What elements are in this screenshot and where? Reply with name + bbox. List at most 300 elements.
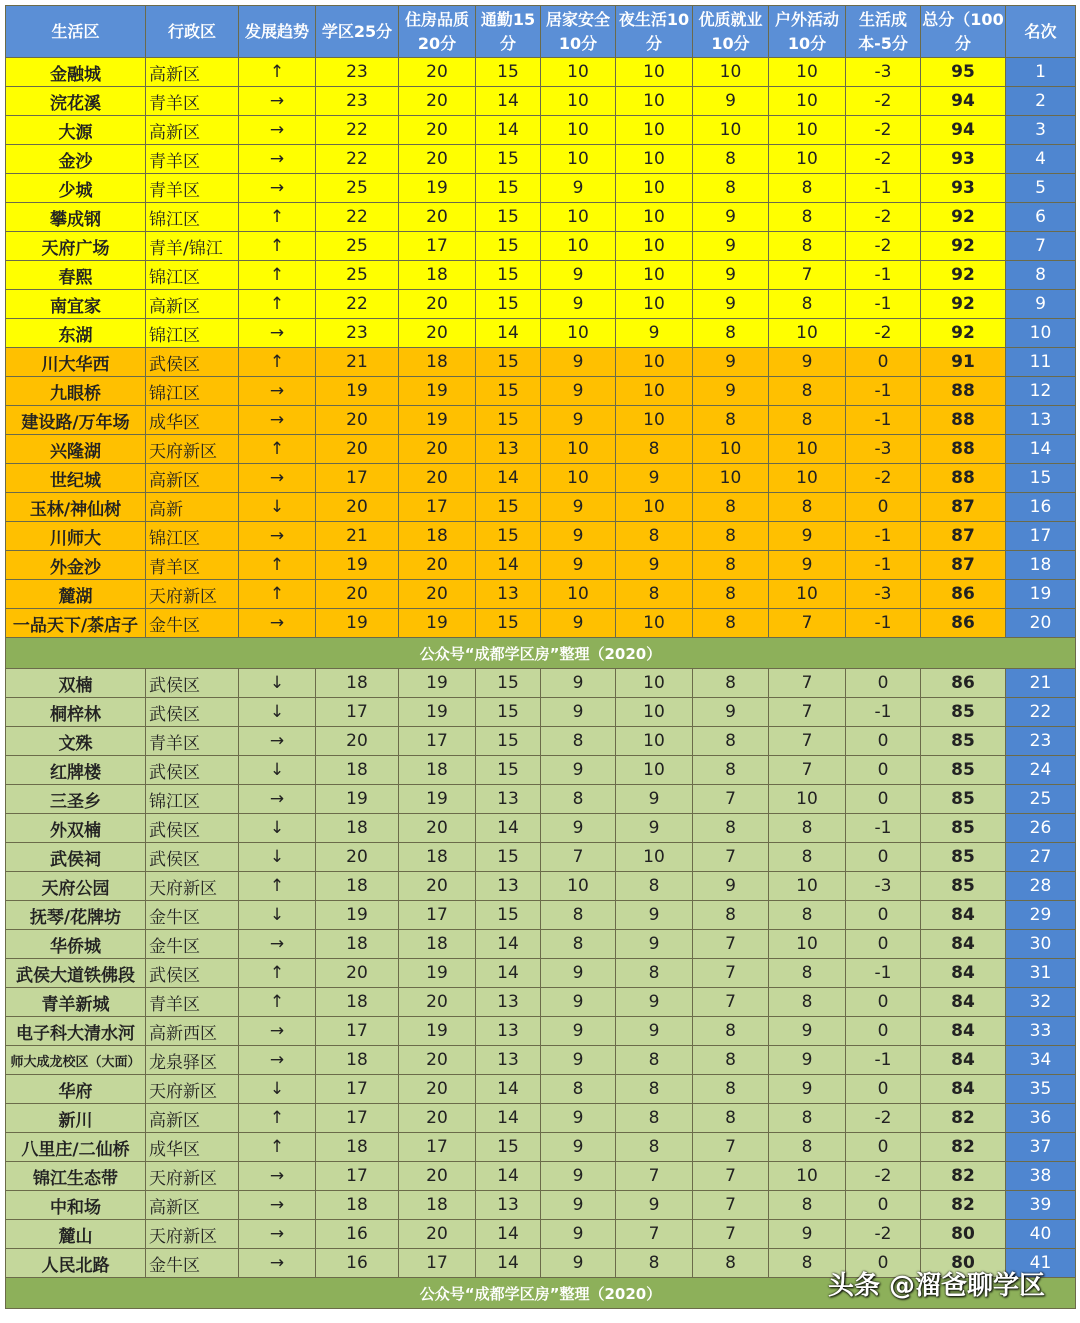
cell-jobs: 9 <box>693 290 769 319</box>
cell-school: 20 <box>316 406 399 435</box>
cell-safety: 8 <box>541 930 616 959</box>
cell-jobs: 8 <box>693 406 769 435</box>
cell-dist: 青羊/锦江 <box>146 232 239 261</box>
cell-cost: 0 <box>846 785 921 814</box>
table-row <box>6 493 1076 522</box>
cell-dist: 锦江区 <box>146 377 239 406</box>
cell-rank: 1 <box>1006 58 1076 87</box>
cell-housing: 17 <box>399 1249 476 1278</box>
cell-rank: 6 <box>1006 203 1076 232</box>
cell-commute: 14 <box>476 1104 541 1133</box>
cell-name: 双楠 <box>6 669 146 698</box>
cell-cost: 0 <box>846 727 921 756</box>
cell-cost: 0 <box>846 669 921 698</box>
cell-jobs: 8 <box>693 319 769 348</box>
cell-housing: 19 <box>399 669 476 698</box>
cell-cost: -3 <box>846 435 921 464</box>
cell-nightlife: 8 <box>616 872 693 901</box>
cell-trend: → <box>239 1191 316 1220</box>
cell-nightlife: 10 <box>616 58 693 87</box>
cell-jobs: 7 <box>693 1220 769 1249</box>
cell-safety: 10 <box>541 435 616 464</box>
cell-nightlife: 10 <box>616 609 693 638</box>
cell-jobs: 9 <box>693 232 769 261</box>
cell-nightlife: 10 <box>616 145 693 174</box>
cell-school: 18 <box>316 988 399 1017</box>
cell-trend: → <box>239 1017 316 1046</box>
cell-trend: ↓ <box>239 1075 316 1104</box>
cell-dist: 天府新区 <box>146 435 239 464</box>
cell-name: 抚琴/花牌坊 <box>6 901 146 930</box>
cell-safety: 9 <box>541 551 616 580</box>
cell-safety: 10 <box>541 872 616 901</box>
cell-dist: 武侯区 <box>146 959 239 988</box>
cell-commute: 15 <box>476 901 541 930</box>
cell-jobs: 9 <box>693 348 769 377</box>
cell-school: 18 <box>316 1191 399 1220</box>
cell-trend: ↑ <box>239 203 316 232</box>
cell-dist: 青羊区 <box>146 87 239 116</box>
cell-commute: 14 <box>476 814 541 843</box>
cell-outdoor: 8 <box>769 814 846 843</box>
cell-total: 80 <box>921 1249 1006 1278</box>
cell-trend: ↑ <box>239 959 316 988</box>
cell-housing: 18 <box>399 348 476 377</box>
cell-safety: 9 <box>541 493 616 522</box>
cell-housing: 19 <box>399 959 476 988</box>
table-row <box>6 348 1076 377</box>
cell-safety: 9 <box>541 756 616 785</box>
cell-nightlife: 10 <box>616 174 693 203</box>
cell-name: 人民北路 <box>6 1249 146 1278</box>
cell-rank: 27 <box>1006 843 1076 872</box>
cell-total: 84 <box>921 1075 1006 1104</box>
cell-rank: 29 <box>1006 901 1076 930</box>
cell-safety: 8 <box>541 785 616 814</box>
cell-safety: 10 <box>541 58 616 87</box>
cell-dist: 金牛区 <box>146 930 239 959</box>
cell-outdoor: 9 <box>769 551 846 580</box>
cell-safety: 9 <box>541 609 616 638</box>
cell-safety: 9 <box>541 1133 616 1162</box>
cell-name: 青羊新城 <box>6 988 146 1017</box>
cell-cost: -3 <box>846 58 921 87</box>
cell-jobs: 9 <box>693 698 769 727</box>
cell-jobs: 8 <box>693 1046 769 1075</box>
cell-nightlife: 8 <box>616 959 693 988</box>
header-row <box>6 6 1076 58</box>
cell-rank: 38 <box>1006 1162 1076 1191</box>
cell-total: 86 <box>921 609 1006 638</box>
cell-name: 红牌楼 <box>6 756 146 785</box>
cell-name: 中和场 <box>6 1191 146 1220</box>
cell-rank: 17 <box>1006 522 1076 551</box>
cell-trend: → <box>239 1046 316 1075</box>
cell-nightlife: 10 <box>616 203 693 232</box>
cell-commute: 13 <box>476 1017 541 1046</box>
cell-outdoor: 10 <box>769 145 846 174</box>
table-row <box>6 261 1076 290</box>
cell-total: 87 <box>921 522 1006 551</box>
cell-rank: 26 <box>1006 814 1076 843</box>
cell-jobs: 8 <box>693 1017 769 1046</box>
cell-rank: 22 <box>1006 698 1076 727</box>
cell-nightlife: 10 <box>616 348 693 377</box>
cell-dist: 锦江区 <box>146 261 239 290</box>
cell-jobs: 7 <box>693 988 769 1017</box>
cell-outdoor: 7 <box>769 609 846 638</box>
table-row <box>6 669 1076 698</box>
cell-trend: → <box>239 785 316 814</box>
table-row <box>6 203 1076 232</box>
table-row <box>6 756 1076 785</box>
cell-total: 92 <box>921 290 1006 319</box>
cell-name: 金沙 <box>6 145 146 174</box>
cell-trend: → <box>239 377 316 406</box>
cell-name: 建设路/万年场 <box>6 406 146 435</box>
cell-cost: -2 <box>846 116 921 145</box>
cell-housing: 20 <box>399 814 476 843</box>
cell-housing: 20 <box>399 1075 476 1104</box>
cell-cost: 0 <box>846 1017 921 1046</box>
cell-jobs: 7 <box>693 1162 769 1191</box>
cell-rank: 23 <box>1006 727 1076 756</box>
cell-safety: 9 <box>541 1191 616 1220</box>
cell-school: 20 <box>316 580 399 609</box>
cell-outdoor: 10 <box>769 87 846 116</box>
cell-total: 80 <box>921 1220 1006 1249</box>
cell-outdoor: 9 <box>769 348 846 377</box>
cell-housing: 20 <box>399 116 476 145</box>
cell-outdoor: 9 <box>769 1075 846 1104</box>
cell-nightlife: 9 <box>616 901 693 930</box>
cell-housing: 20 <box>399 87 476 116</box>
cell-outdoor: 9 <box>769 1046 846 1075</box>
cell-dist: 锦江区 <box>146 203 239 232</box>
cell-nightlife: 9 <box>616 814 693 843</box>
cell-safety: 9 <box>541 1017 616 1046</box>
cell-total: 86 <box>921 669 1006 698</box>
cell-total: 92 <box>921 203 1006 232</box>
cell-school: 17 <box>316 698 399 727</box>
cell-outdoor: 8 <box>769 1104 846 1133</box>
cell-trend: → <box>239 116 316 145</box>
cell-commute: 14 <box>476 1162 541 1191</box>
cell-trend: ↑ <box>239 58 316 87</box>
cell-total: 85 <box>921 727 1006 756</box>
cell-rank: 37 <box>1006 1133 1076 1162</box>
cell-jobs: 9 <box>693 87 769 116</box>
cell-jobs: 7 <box>693 930 769 959</box>
cell-cost: 0 <box>846 493 921 522</box>
cell-housing: 19 <box>399 377 476 406</box>
cell-jobs: 7 <box>693 785 769 814</box>
cell-cost: 0 <box>846 843 921 872</box>
cell-commute: 15 <box>476 203 541 232</box>
cell-school: 18 <box>316 756 399 785</box>
cell-name: 外金沙 <box>6 551 146 580</box>
cell-cost: -1 <box>846 290 921 319</box>
cell-trend: ↓ <box>239 493 316 522</box>
cell-rank: 24 <box>1006 756 1076 785</box>
cell-name: 天府广场 <box>6 232 146 261</box>
cell-rank: 41 <box>1006 1249 1076 1278</box>
cell-commute: 14 <box>476 116 541 145</box>
cell-commute: 15 <box>476 290 541 319</box>
cell-name: 东湖 <box>6 319 146 348</box>
cell-dist: 武侯区 <box>146 756 239 785</box>
cell-nightlife: 7 <box>616 1162 693 1191</box>
cell-housing: 20 <box>399 435 476 464</box>
cell-nightlife: 9 <box>616 1017 693 1046</box>
table-row <box>6 551 1076 580</box>
cell-trend: → <box>239 609 316 638</box>
cell-total: 86 <box>921 580 1006 609</box>
cell-commute: 13 <box>476 580 541 609</box>
cell-trend: ↑ <box>239 232 316 261</box>
cell-jobs: 10 <box>693 435 769 464</box>
cell-dist: 金牛区 <box>146 1249 239 1278</box>
cell-name: 天府公园 <box>6 872 146 901</box>
cell-name: 春熙 <box>6 261 146 290</box>
cell-commute: 15 <box>476 727 541 756</box>
cell-outdoor: 10 <box>769 319 846 348</box>
cell-jobs: 9 <box>693 261 769 290</box>
cell-jobs: 9 <box>693 377 769 406</box>
cell-name: 八里庄/二仙桥 <box>6 1133 146 1162</box>
cell-name: 世纪城 <box>6 464 146 493</box>
cell-housing: 17 <box>399 901 476 930</box>
cell-jobs: 8 <box>693 1104 769 1133</box>
cell-total: 84 <box>921 1017 1006 1046</box>
table-row <box>6 406 1076 435</box>
cell-safety: 10 <box>541 145 616 174</box>
cell-safety: 9 <box>541 988 616 1017</box>
cell-nightlife: 9 <box>616 785 693 814</box>
cell-dist: 锦江区 <box>146 522 239 551</box>
cell-commute: 15 <box>476 1133 541 1162</box>
cell-dist: 高新区 <box>146 1191 239 1220</box>
table-row <box>6 290 1076 319</box>
cell-housing: 17 <box>399 1133 476 1162</box>
cell-nightlife: 8 <box>616 435 693 464</box>
cell-name: 文殊 <box>6 727 146 756</box>
cell-school: 18 <box>316 930 399 959</box>
cell-safety: 8 <box>541 1075 616 1104</box>
cell-jobs: 8 <box>693 1075 769 1104</box>
table-row <box>6 174 1076 203</box>
cell-safety: 9 <box>541 174 616 203</box>
source-note: 公众号“成都学区房”整理（2020） <box>6 638 1076 669</box>
table-row <box>6 901 1076 930</box>
cell-nightlife: 9 <box>616 988 693 1017</box>
cell-jobs: 9 <box>693 203 769 232</box>
cell-total: 87 <box>921 551 1006 580</box>
cell-total: 93 <box>921 145 1006 174</box>
table-row <box>6 522 1076 551</box>
cell-cost: -1 <box>846 522 921 551</box>
cell-outdoor: 8 <box>769 988 846 1017</box>
cell-name: 麓山 <box>6 1220 146 1249</box>
cell-outdoor: 9 <box>769 522 846 551</box>
cell-jobs: 8 <box>693 551 769 580</box>
cell-name: 浣花溪 <box>6 87 146 116</box>
cell-jobs: 10 <box>693 464 769 493</box>
cell-nightlife: 10 <box>616 290 693 319</box>
cell-total: 85 <box>921 698 1006 727</box>
cell-rank: 16 <box>1006 493 1076 522</box>
cell-school: 22 <box>316 203 399 232</box>
cell-housing: 18 <box>399 930 476 959</box>
table-row <box>6 145 1076 174</box>
cell-school: 18 <box>316 872 399 901</box>
cell-name: 武侯大道铁佛段 <box>6 959 146 988</box>
cell-outdoor: 10 <box>769 580 846 609</box>
cell-total: 88 <box>921 377 1006 406</box>
cell-outdoor: 10 <box>769 1162 846 1191</box>
cell-nightlife: 8 <box>616 1075 693 1104</box>
table-row <box>6 843 1076 872</box>
cell-jobs: 8 <box>693 522 769 551</box>
cell-cost: -1 <box>846 814 921 843</box>
cell-nightlife: 9 <box>616 319 693 348</box>
cell-commute: 15 <box>476 756 541 785</box>
table-row <box>6 727 1076 756</box>
cell-outdoor: 8 <box>769 290 846 319</box>
cell-commute: 14 <box>476 464 541 493</box>
cell-dist: 高新 <box>146 493 239 522</box>
cell-name: 南宜家 <box>6 290 146 319</box>
cell-housing: 19 <box>399 406 476 435</box>
cell-rank: 25 <box>1006 785 1076 814</box>
cell-total: 92 <box>921 319 1006 348</box>
cell-trend: → <box>239 1249 316 1278</box>
cell-nightlife: 8 <box>616 580 693 609</box>
watermark: 头条 @溜爸聊学区 <box>828 1271 1046 1301</box>
table-row <box>6 580 1076 609</box>
cell-cost: 0 <box>846 756 921 785</box>
cell-safety: 9 <box>541 669 616 698</box>
cell-nightlife: 10 <box>616 406 693 435</box>
cell-outdoor: 8 <box>769 232 846 261</box>
table-row <box>6 1133 1076 1162</box>
cell-rank: 5 <box>1006 174 1076 203</box>
cell-trend: ↓ <box>239 901 316 930</box>
cell-total: 91 <box>921 348 1006 377</box>
cell-jobs: 8 <box>693 609 769 638</box>
cell-outdoor: 9 <box>769 1220 846 1249</box>
table-row <box>6 87 1076 116</box>
cell-total: 92 <box>921 232 1006 261</box>
cell-commute: 14 <box>476 551 541 580</box>
cell-jobs: 10 <box>693 116 769 145</box>
column-header: 学区25分 <box>316 6 399 58</box>
cell-safety: 9 <box>541 959 616 988</box>
table-row <box>6 1220 1076 1249</box>
cell-trend: → <box>239 522 316 551</box>
table-row <box>6 872 1076 901</box>
cell-name: 攀成钢 <box>6 203 146 232</box>
cell-nightlife: 10 <box>616 698 693 727</box>
cell-name: 电子科大清水河 <box>6 1017 146 1046</box>
table-row <box>6 435 1076 464</box>
table-row <box>6 785 1076 814</box>
cell-housing: 18 <box>399 261 476 290</box>
cell-safety: 10 <box>541 116 616 145</box>
cell-trend: → <box>239 727 316 756</box>
cell-housing: 18 <box>399 843 476 872</box>
cell-outdoor: 10 <box>769 435 846 464</box>
cell-housing: 20 <box>399 145 476 174</box>
cell-school: 25 <box>316 232 399 261</box>
cell-outdoor: 10 <box>769 58 846 87</box>
cell-outdoor: 10 <box>769 464 846 493</box>
cell-rank: 28 <box>1006 872 1076 901</box>
cell-housing: 20 <box>399 1162 476 1191</box>
cell-school: 25 <box>316 174 399 203</box>
cell-dist: 高新区 <box>146 58 239 87</box>
cell-safety: 9 <box>541 1220 616 1249</box>
cell-nightlife: 10 <box>616 87 693 116</box>
cell-dist: 青羊区 <box>146 145 239 174</box>
cell-jobs: 8 <box>693 814 769 843</box>
cell-nightlife: 10 <box>616 377 693 406</box>
cell-dist: 金牛区 <box>146 901 239 930</box>
cell-cost: 0 <box>846 1133 921 1162</box>
cell-name: 外双楠 <box>6 814 146 843</box>
cell-total: 85 <box>921 756 1006 785</box>
ranking-table-container <box>5 5 1075 1309</box>
cell-housing: 18 <box>399 1191 476 1220</box>
cell-dist: 高新区 <box>146 116 239 145</box>
column-header: 夜生活10分 <box>616 6 693 58</box>
cell-rank: 15 <box>1006 464 1076 493</box>
cell-commute: 14 <box>476 1075 541 1104</box>
cell-total: 84 <box>921 901 1006 930</box>
cell-school: 18 <box>316 814 399 843</box>
cell-rank: 40 <box>1006 1220 1076 1249</box>
cell-outdoor: 8 <box>769 843 846 872</box>
cell-school: 23 <box>316 87 399 116</box>
cell-cost: -3 <box>846 872 921 901</box>
cell-rank: 9 <box>1006 290 1076 319</box>
cell-commute: 14 <box>476 1249 541 1278</box>
cell-school: 20 <box>316 493 399 522</box>
cell-safety: 7 <box>541 843 616 872</box>
cell-nightlife: 8 <box>616 1249 693 1278</box>
cell-cost: -2 <box>846 319 921 348</box>
cell-outdoor: 7 <box>769 669 846 698</box>
cell-cost: -2 <box>846 1104 921 1133</box>
column-header: 名次 <box>1006 6 1076 58</box>
cell-cost: -1 <box>846 406 921 435</box>
cell-dist: 成华区 <box>146 1133 239 1162</box>
cell-nightlife: 8 <box>616 1104 693 1133</box>
cell-dist: 天府新区 <box>146 1220 239 1249</box>
cell-cost: 0 <box>846 1075 921 1104</box>
cell-safety: 9 <box>541 406 616 435</box>
cell-dist: 天府新区 <box>146 872 239 901</box>
cell-commute: 15 <box>476 698 541 727</box>
cell-rank: 32 <box>1006 988 1076 1017</box>
table-row <box>6 1104 1076 1133</box>
cell-school: 21 <box>316 348 399 377</box>
cell-safety: 8 <box>541 727 616 756</box>
cell-cost: -2 <box>846 232 921 261</box>
column-header: 优质就业10分 <box>693 6 769 58</box>
cell-name: 华侨城 <box>6 930 146 959</box>
cell-school: 17 <box>316 464 399 493</box>
